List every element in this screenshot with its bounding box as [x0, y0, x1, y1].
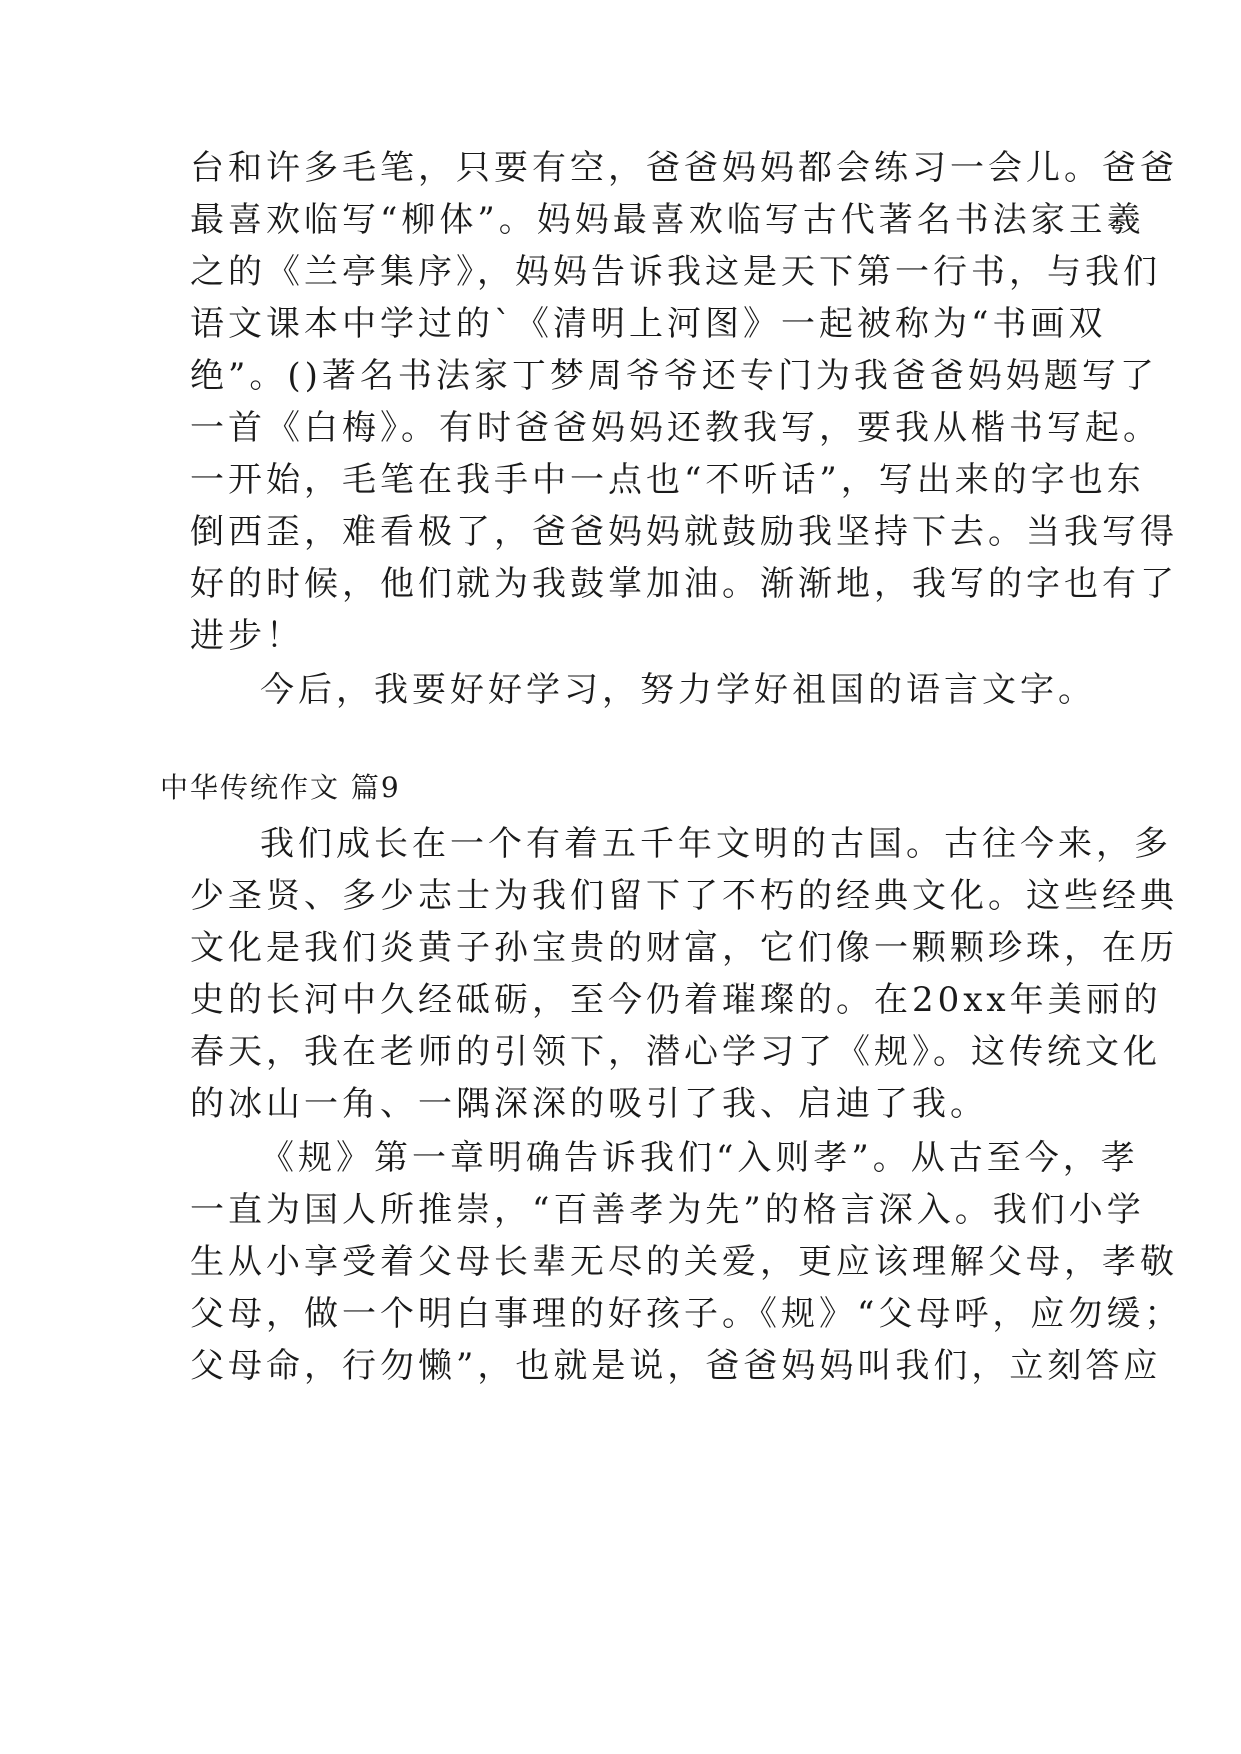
text-line: 语文课本中学过的`《清明上河图》一起被称为“书画双	[190, 304, 1107, 344]
text-line: 我们成长在一个有着五千年文明的古国。古往今来，多	[260, 824, 1172, 864]
text-line: 好的时候，他们就为我鼓掌加油。渐渐地，我写的字也有了	[190, 564, 1178, 604]
text-line: 台和许多毛笔，只要有空，爸爸妈妈都会练习一会儿。爸爸	[190, 148, 1178, 188]
text-line: 少圣贤、多少志士为我们留下了不朽的经典文化。这些经典	[190, 876, 1178, 916]
text-line: 生从小享受着父母长辈无尽的关爱，更应该理解父母，孝敬	[190, 1242, 1178, 1282]
text-line: 父母，做一个明白事理的好孩子。《规》“父母呼，应勿缓；	[190, 1294, 1183, 1334]
text-line: 最喜欢临写“柳体”。妈妈最喜欢临写古代著名书法家王羲	[190, 200, 1145, 240]
text-line: 一首《白梅》。有时爸爸妈妈还教我写，要我从楷书写起。	[190, 408, 1161, 448]
text-line: 进步！	[190, 616, 304, 656]
text-line: 《规》第一章明确告诉我们“入则孝”。从古至今，孝	[260, 1138, 1139, 1178]
text-line: 绝”。()著名书法家丁梦周爷爷还专门为我爸爸妈妈题写了	[190, 356, 1158, 396]
section-heading: 中华传统作文 篇9	[160, 771, 401, 804]
text-line: 史的长河中久经砥砺，至今仍着璀璨的。在20xx年美丽的	[190, 980, 1162, 1020]
text-line: 春天，我在老师的引领下，潜心学习了《规》。这传统文化	[190, 1032, 1161, 1072]
text-line: 的冰山一角、一隅深深的吸引了我、启迪了我。	[190, 1084, 988, 1124]
text-line: 今后，我要好好学习，努力学好祖国的语言文字。	[260, 670, 1096, 710]
text-line: 一开始，毛笔在我手中一点也“不听话”，写出来的字也东	[190, 460, 1145, 500]
text-line: 一直为国人所推崇，“百善孝为先”的格言深入。我们小学	[190, 1190, 1145, 1230]
text-line: 之的《兰亭集序》，妈妈告诉我这是天下第一行书，与我们	[190, 252, 1161, 292]
text-line: 文化是我们炎黄子孙宝贵的财富，它们像一颗颗珍珠，在历	[190, 928, 1178, 968]
text-line: 父母命，行勿懒”，也就是说，爸爸妈妈叫我们，立刻答应	[190, 1346, 1162, 1386]
text-line: 倒西歪，难看极了，爸爸妈妈就鼓励我坚持下去。当我写得	[190, 512, 1178, 552]
